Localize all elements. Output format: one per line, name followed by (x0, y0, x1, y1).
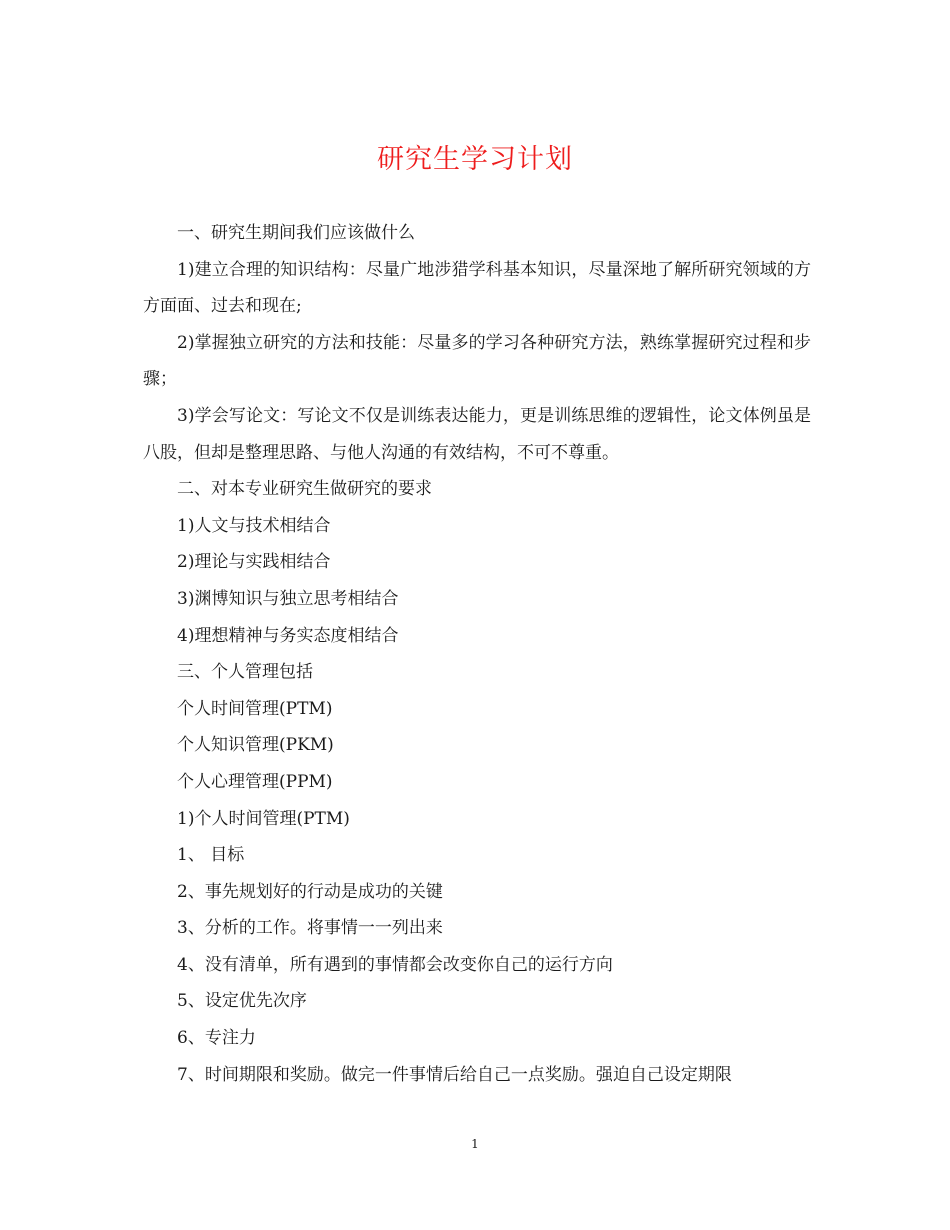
document-title: 研究生学习计划 (377, 144, 573, 175)
section-heading-2: 二、对本专业研究生做研究的要求 (177, 479, 432, 500)
subsection-heading: 1)个人时间管理(PTM) (177, 808, 350, 829)
list-item: 6、专注力 (177, 1028, 256, 1049)
body-paragraph: 1)建立合理的知识结构：尽量广地涉猎学科基本知识，尽量深地了解所研究领域的方方面面、过去和现在; (143, 259, 811, 317)
page-number: 1 (471, 1137, 479, 1151)
list-item: 2、事先规划好的行动是成功的关键 (177, 881, 443, 902)
body-paragraph: 3)学会写论文：写论文不仅是训练表达能力，更是训练思维的逻辑性，论文体例虽是八股，但却是整理思路、与他人沟通的有效结构，不可不尊重。 (143, 405, 811, 463)
list-item: 4、没有清单，所有遇到的事情都会改变你自己的运行方向 (177, 954, 613, 975)
list-item: 1)人文与技术相结合 (177, 515, 331, 536)
list-item: 5、设定优先次序 (177, 991, 307, 1012)
section-heading-1: 一、研究生期间我们应该做什么 (177, 223, 415, 243)
document-body (143, 215, 811, 1093)
list-item: 4)理想精神与务实态度相结合 (177, 625, 399, 646)
list-item: 1、 目标 (177, 845, 245, 866)
list-item: 个人时间管理(PTM) (177, 698, 333, 719)
body-paragraph: 2)掌握独立研究的方法和技能：尽量多的学习各种研究方法，熟练掌握研究过程和步骤； (143, 332, 811, 390)
list-item: 个人心理管理(PPM) (177, 771, 333, 792)
list-item: 2)理论与实践相结合 (177, 552, 331, 573)
list-item: 3、分析的工作。将事情一一列出来 (177, 918, 443, 939)
list-item: 个人知识管理(PKM) (177, 735, 334, 756)
list-item: 7、时间期限和奖励。做完一件事情后给自己一点奖励。强迫自己设定期限 (177, 1064, 732, 1085)
section-heading-3: 三、个人管理包括 (177, 662, 313, 683)
list-item: 3)渊博知识与独立思考相结合 (177, 588, 399, 609)
